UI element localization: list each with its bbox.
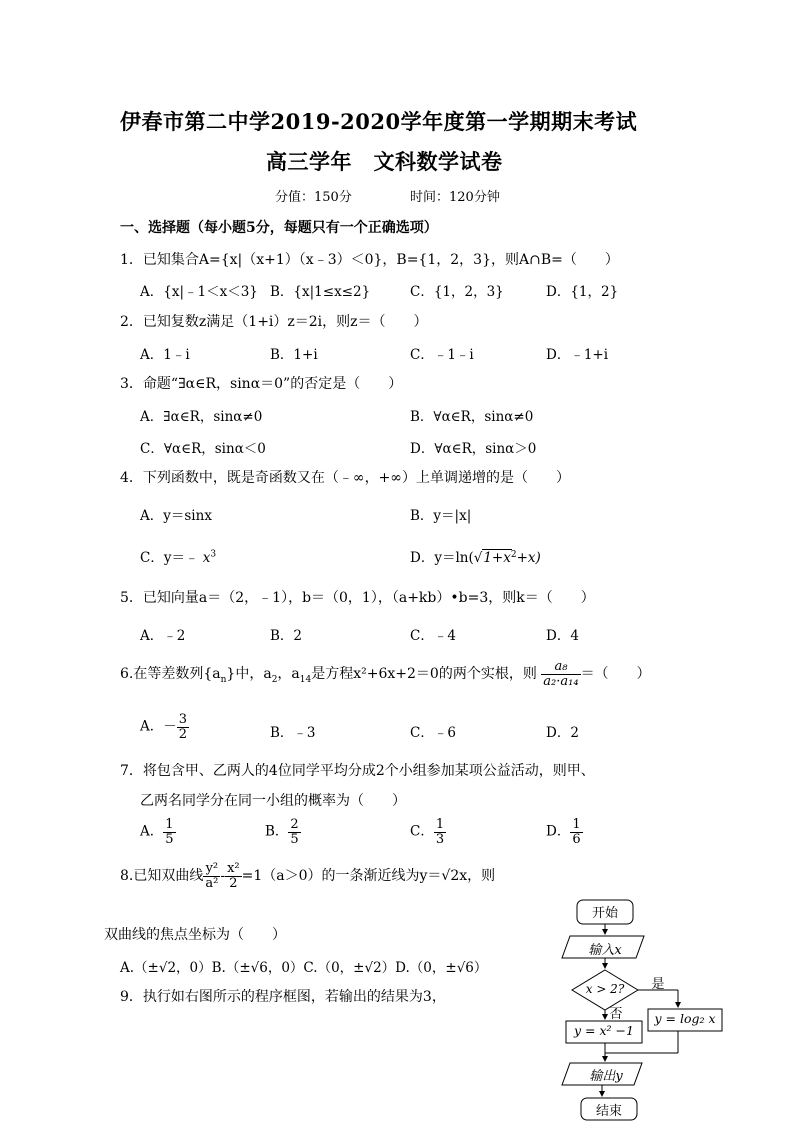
- flowchart-left-box: y = x² −1: [574, 1023, 634, 1038]
- q6-pre: 6.在等差数列{a: [120, 666, 221, 683]
- question-3: 3．命题“∃α∈R，sinα＝0”的否定是（ ）: [120, 376, 403, 392]
- section-heading: 一、选择题（每小题5分，每题只有一个正确选项）: [120, 220, 438, 236]
- flowchart-start: 开始: [591, 906, 618, 921]
- flowchart-end: 结束: [595, 1104, 622, 1119]
- question-7-line2: 乙两名同学分在同一小组的概率为（ ）: [140, 793, 406, 809]
- q8-frac2-num: x²: [227, 861, 240, 876]
- q5-option-c: C．﹣4: [410, 628, 456, 644]
- q1-option-d: D．{1，2}: [546, 284, 619, 300]
- q1-option-b: B．{x|1≤x≤2}: [270, 284, 371, 300]
- question-1: 1．已知集合A={x|（x+1）（x﹣3）＜0}，B={1，2，3}，则A∩B=（ ）: [120, 252, 619, 268]
- exam-title: 伊春市第二中学2019-2020学年度第一学期期末考试: [120, 109, 638, 134]
- time-info: 时间：120分钟: [410, 190, 500, 205]
- q6-a-frac: [177, 713, 189, 741]
- q8-frac2-den: 2: [229, 875, 238, 891]
- question-6: 6.在等差数列$\{a_n\}$中，$a_2$，$a_{14}$是方程x²+6x+2＝0的两个实根，则 $\frac{\text{a₈}}{\text{a₂·a₁₄}}$ ＝（ ）: [120, 659, 651, 689]
- q2-option-c: C．﹣1﹣i: [410, 347, 474, 363]
- q8-minus: -: [220, 868, 226, 885]
- question-8: [120, 862, 495, 890]
- q8-post: =1（a＞0）的一条渐近线为y＝√2x，则: [241, 868, 496, 885]
- q4-c-prefix: C．y＝﹣: [140, 550, 199, 566]
- q4-d-suffix: +x): [516, 550, 541, 566]
- q3-option-d: D．∀α∈R，sinα＞0: [410, 441, 537, 457]
- q7-d-num: 1: [572, 817, 581, 832]
- q5-option-a: A．﹣2: [140, 628, 186, 644]
- question-2: 2．已知复数z满足（1+i）z＝2i，则z＝（ ）: [120, 314, 428, 330]
- q6-a-num: 3: [178, 712, 188, 727]
- q8-frac1-den: a²: [205, 875, 219, 891]
- q7-a-den: 5: [165, 831, 174, 847]
- q7-d-label: D．: [546, 823, 571, 840]
- q6-a-prefix: A．－: [140, 718, 177, 735]
- q7-a-label: A．: [140, 823, 164, 840]
- score-info: 分值：150分: [275, 190, 352, 205]
- q6-tail: ＝（ ）: [580, 666, 651, 683]
- q6-frac-num: a₈: [541, 660, 580, 675]
- q7-b-num: 2: [290, 817, 299, 832]
- question-7-line1: 7．将包含甲、乙两人的4位同学平均分成2个小组参加某项公益活动，则甲、: [120, 763, 595, 779]
- q5-option-d: D．4: [546, 628, 579, 644]
- q4-option-d: D．$y=\ln(√1+x^2+x)$: [410, 549, 541, 566]
- q3-option-a: A．∃α∈R，sinα≠0: [140, 409, 263, 425]
- q6-option-c: C．﹣6: [410, 725, 456, 741]
- q7-option-d: [546, 818, 583, 846]
- q7-c-den: 3: [435, 831, 445, 847]
- q3-option-c: C．∀α∈R，sinα＜0: [140, 441, 266, 457]
- q4-c-var: x: [202, 550, 211, 566]
- q6-option-d: D．2: [546, 725, 579, 741]
- q7-a-num: 1: [165, 817, 174, 832]
- q8-pre: 8.已知双曲线: [120, 868, 204, 885]
- q8-options: A.（±√2，0）B.（±√6，0）C.（0，±√2）D.（0，±√6）: [120, 960, 488, 976]
- q6-sub: n: [220, 674, 227, 685]
- q6-option-a: [140, 713, 189, 741]
- q4-option-c: [140, 546, 216, 566]
- q6-option-b: B．﹣3: [270, 725, 316, 741]
- q4-option-a: A．y＝sinx: [140, 508, 212, 524]
- q6-frac-den: a₂·a₁₄: [543, 673, 579, 689]
- q4-option-b: B．y＝|x|: [410, 508, 472, 524]
- q3-option-b: B．∀α∈R，sinα≠0: [410, 409, 534, 425]
- question-5: 5．已知向量a＝（2，﹣1），b＝（0，1），（a+kb）•b=3，则k＝（ ）: [120, 590, 595, 606]
- q7-option-c: [410, 818, 446, 846]
- flowchart-condition: x > 2?: [585, 982, 625, 996]
- q2-option-a: A．1﹣i: [140, 347, 190, 363]
- q7-b-label: B．: [265, 823, 289, 840]
- q6-post: 是方程x²+6x+2＝0的两个实根，则: [311, 666, 537, 683]
- flowchart-input: 输入x: [588, 943, 622, 958]
- q4-d-exp: 2: [510, 549, 517, 560]
- flowchart-no-label: 否: [609, 1007, 623, 1022]
- q6-mid2: ，a: [277, 666, 300, 683]
- q7-option-a: [140, 818, 176, 846]
- q7-b-den: 5: [290, 831, 299, 847]
- q4-c-exp: 3: [210, 549, 217, 560]
- q7-c-num: 1: [435, 817, 445, 832]
- q6-a-den: 2: [178, 726, 188, 742]
- q7-option-b: [265, 818, 301, 846]
- flowchart-lines: [556, 895, 726, 1123]
- flowchart-output: 输出y: [589, 1069, 623, 1084]
- q6-mid: }中，a: [226, 666, 272, 683]
- q2-option-b: B．1+i: [270, 347, 318, 363]
- q7-c-label: C．: [410, 823, 434, 840]
- q7-d-den: 6: [572, 831, 581, 847]
- flowchart-yes-label: 是: [651, 977, 665, 992]
- q4-d-inner: 1+x: [483, 550, 511, 566]
- q5-option-b: B．2: [270, 628, 303, 644]
- q2-option-d: D．﹣1+i: [546, 347, 609, 363]
- exam-subtitle: 高三学年 文科数学试卷: [266, 149, 503, 174]
- question-8-line2: 双曲线的焦点坐标为（ ）: [104, 927, 286, 943]
- q8-frac1-num: y²: [203, 862, 220, 877]
- flowchart-right-box: y = log₂ x: [654, 1011, 716, 1026]
- q6-fraction: [541, 660, 580, 688]
- q1-option-a: A．{x|﹣1＜x＜3}: [140, 284, 258, 300]
- question-4: 4．下列函数中，既是奇函数又在（﹣∞，+∞）上单调递增的是（ ）: [120, 470, 570, 486]
- question-9: 9．执行如右图所示的程序框图，若输出的结果为3，: [120, 989, 446, 1005]
- q1-option-c: C．{1，2，3}: [410, 284, 504, 300]
- q4-d-prefix: D．y＝ln(: [410, 550, 474, 566]
